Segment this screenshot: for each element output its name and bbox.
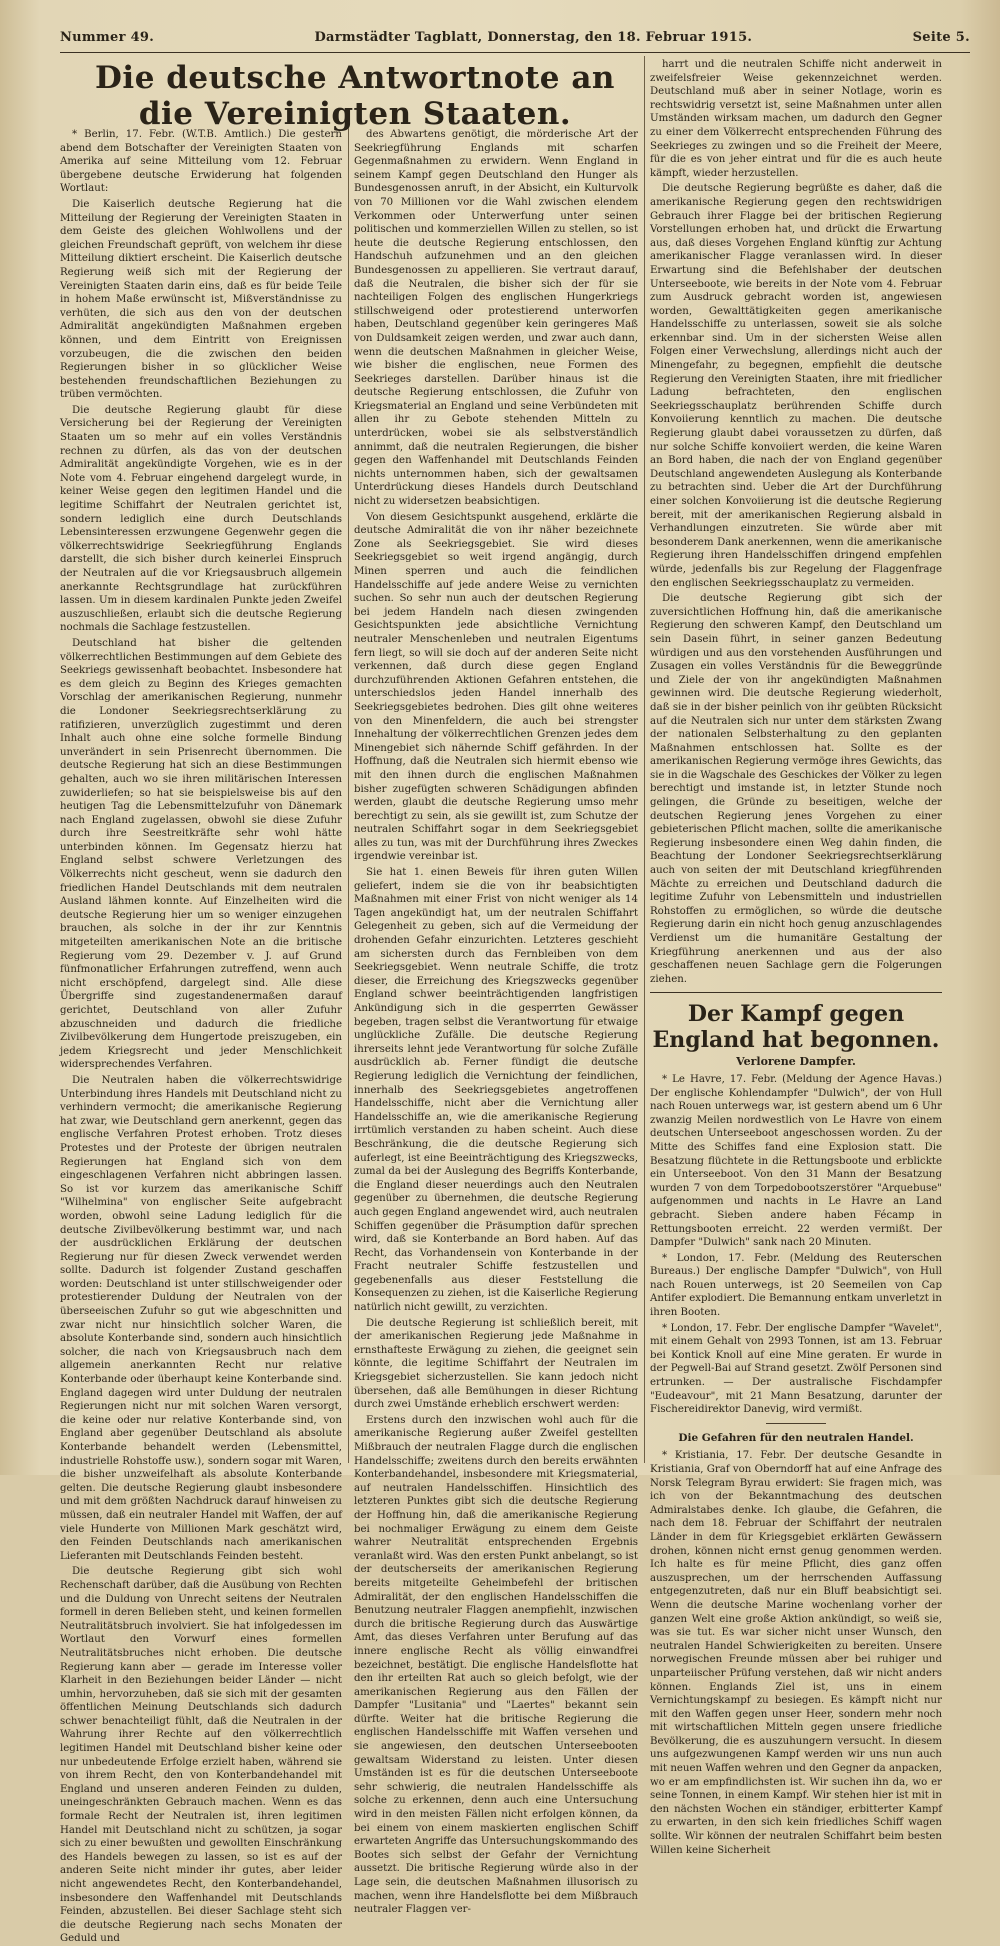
paragraph: Sie hat 1. einen Beweis für ihren guten Willen geliefert, indem sie die von ihr beabsichtigten Maßnahmen mit einer Frist von nicht weniger als 14 Tagen angekündigt hat, um der neutralen Schiffahrt Gelegenheit zu geben, sich auf die Vermeidung der drohenden Gefahr einzurichten. Letzteres geschieht am sichersten durch das Fernbleiben von dem Seekriegsgebiet. Wenn neutrale Schiffe, die trotz dieser, die Erreichung des Kriegszwecks gegenüber England schwer beeinträchtigenden langfristigen Ankündigung sich in die gesperrten Gewässer begeben, tragen selbst die Verantwortung für etwaige unglückliche Zufälle. Die deutsche Regierung ihrerseits lehnt jede Verantwortung für solche Zufälle ausdrücklich ab. Ferner fündigt die deutsche Regierung lediglich die Vernichtung der feindlichen, innerhalb des Seekriegsgebietes angetroffenen Handelsschiffe, nicht aber die Vernichtung aller Handelsschiffe an, wie die amerikanische Regierung irrtümlich verstanden zu haben scheint. Auch diese Beschränkung, die die deutsche Regierung sich auferlegt, ist eine Beeinträchtigung des Kriegszwecks, zumal da bei der Auslegung des Begriffs Konterbande, die England dieser neuerdings auch den Neutralen gegenüber zu übernehmen, die deutsche Regierung auch gegen England angewendet wird, auch neutralen Schiffen gegenüber die Präsumption dafür sprechen wird, daß sie Konterbande an Bord haben. Auf das Recht, das Vorhandensein von Konterbande in der Fracht neutraler Schiffe festzustellen und gegebenenfalls aus dieser Feststellung die Konsequenzen zu ziehen, ist die Kaiserliche Regierung natürlich nicht gewillt, zu verzichten.	[354, 867, 638, 1314]
article-column-1	[60, 128, 342, 1945]
short-rule	[766, 1423, 826, 1424]
paragraph: Erstens durch den inzwischen wohl auch für die amerikanische Regierung außer Zweifel gestellten Mißbrauch der neutralen Flagge durch die englischen Handelsschiffe; zweitens durch den bereits erwähnten Konterbandehandel, insbesondere mit Kriegsmaterial, auf neutralen Handelsschiffen. Hinsichtlich des letzteren Punktes gibt sich die deutsche Regierung der Hoffnung hin, daß die amerikanische Regierung bei nochmaliger Erwägung zu einem dem Geiste wahrer Neutralität entsprechenden Ergebnis veranlaßt wird. Was den ersten Punkt anbelangt, so ist der deutscherseits der amerikanischen Regierung bereits mitgeteilte Geheimbefehl der britischen Admiralität, der den englischen Handelsschiffen die Benutzung neutraler Flaggen anempfiehlt, inzwischen durch die britische Regierung durch das Auswärtige Amt, das dieses Verfahren unter Berufung auf das innere englische Recht als völlig einwandfrei bezeichnet, bestätigt. Die englische Handelsflotte hat den ihr erteilten Rat auch so gleich befolgt, wie der amerikanischen Regierung aus den Fällen der Dampfer "Lusitania" und "Laertes" bekannt sein dürfte. Weiter hat die britische Regierung die englischen Handelsschiffe mit Waffen versehen und sie angewiesen, den deutschen Unterseebooten gewaltsam Widerstand zu leisten. Unter diesen Umständen ist es für die deutschen Unterseeboote sehr schwierig, die neutralen Handelsschiffe als solche zu erkennen, denn auch eine Untersuchung wird in den meisten Fällen nicht erfolgen können, da bei einem von einem maskierten englischen Schiff erwarteten Angriffe das Untersuchungskommando des Bootes sich selbst der Gefahr der Vernichtung aussetzt. Die britische Regierung würde also in der Lage sein, die deutschen Maßnahmen illusorisch zu machen, wenn ihre Handelsflotte bei dem Mißbrauch neutraler Flaggen ver-	[354, 1414, 638, 1916]
section-rule	[650, 992, 942, 993]
article-headline: Die deutsche Antwortnote an die Vereinigten Staaten.	[95, 60, 615, 132]
paragraph: * London, 17. Febr. Der englische Dampfer "Wavelet", mit einem Gehalt von 2993 Tonnen, ist am 13. Februar bei Kontick Knoll auf eine Mine geraten. Er wurde in der Pegwell-Bai auf Strand gesetzt. Zwölf Personen sind ertrunken. — Der australische Fischdampfer "Eudeavour", mit 21 Mann Besatzung, darunter der Fischereidirektor Danevig, wird vermißt.	[650, 1322, 942, 1416]
masthead-line: Darmstädter Tagblatt, Donnerstag, den 18. Februar 1915.	[314, 30, 753, 45]
paragraph: Die deutsche Regierung begrüßte es daher, daß die amerikanische Regierung gegen den rechtswidrigen Gebrauch ihrer Flagge bei der britischen Regierung Vorstellungen erhoben hat, und drückt die Erwartung aus, daß dieses Vorgehen England künftig zur Achtung amerikanischer Flagge veranlassen wird. In dieser Erwartung sind die Befehlshaber der deutschen Unterseeboote, wie bereits in der Note vom 4. Februar zum Ausdruck gebracht worden ist, angewiesen worden, Gewalttätigkeiten gegen amerikanische Handelsschiffe zu unterlassen, soweit sie als solche erkennbar sind. Um in der sichersten Weise allen Folgen einer Verwechslung, allerdings nicht auch der Minengefahr, zu begegnen, empfiehlt die deutsche Regierung den Vereinigten Staaten, ihre mit friedlicher Ladung befrachteten, den englischen Seekriegsschauplatz berührenden Schiffe durch Konvoiierung kenntlich zu machen. Die deutsche Regierung glaubt dabei voraussetzen zu dürfen, daß nur solche Schiffe konvoiiert werden, die keine Waren an Bord haben, die nach der von England gegenüber Deutschland angewendeten Auslegung als Konterbande zu betrachten sind. Ueber die Art der Durchführung einer solchen Konvoiierung ist die deutsche Regierung bereit, mit der amerikanischen Regierung alsbald in Verhandlungen einzutreten. Sie würde aber mit besonderem Dank anerkennen, wenn die amerikanische Regierung ihren Handelsschiffen dringend empfehlen würde, jedenfalls bis zur Regelung der Flaggenfrage den englischen Seekriegsschauplatz zu vermeiden.	[650, 183, 942, 589]
article2-body	[650, 1073, 942, 1417]
paragraph: Die deutsche Regierung gibt sich der zuversichtlichen Hoffnung hin, daß die amerikanische Regierung den schweren Kampf, den Deutschland um sein Dasein führt, in seiner ganzen Bedeutung würdigen und aus den vorstehenden Ausführungen und Zusagen ein volles Verständnis für die Beweggründe und Ziele der von ihr angekündigten Maßnahmen gewinnen wird. Die deutsche Regierung wiederholt, daß sie in der bisher peinlich von ihr geübten Rücksicht auf die Neutralen sich nur unter dem stärksten Zwang der nationalen Selbsterhaltung zu den geplanten Maßnahmen entschlossen hat. Sollte es der amerikanischen Regierung vermöge ihres Gewichts, das sie in die Wagschale des Geschickes der Völker zu legen berechtigt und imstande ist, in letzter Stunde noch gelingen, die Gründe zu beseitigen, welche der deutschen Regierung jenes Vorgehen zu einer gebieterischen Pflicht machen, sollte die amerikanische Regierung insbesondere einen Weg dahin finden, die Beachtung der Londoner Seekriegsrechtserklärung auch von seiten der mit Deutschland kriegführenden Mächte zu erreichen und Deutschland dadurch die legitime Zufuhr von Lebensmitteln und industriellen Rohstoffen zu ermöglichen, so würde die deutsche Regierung darin ein nicht hoch genug anzuschlagendes Verdienst um die humanitäre Gestaltung der Kriegführung anerkennen und aus der also geschaffenen neuen Sachlage gern die Folgerungen ziehen.	[650, 593, 942, 985]
column-divider	[644, 56, 645, 1463]
article-column-3	[650, 58, 942, 1856]
article-column-2	[354, 128, 638, 1916]
paragraph: * Kristiania, 17. Febr. Der deutsche Gesandte in Kristiania, Graf von Oberndorff hat auf eine Anfrage des Norsk Telegram Byrau erwidert: Sie fragen mich, was ich von der Bekanntmachung des deutschen Admiralstabes denke. Ich glaube, die Gefahren, die nach dem 18. Februar der Schiffahrt der neutralen Länder in dem für Kriegsgebiet erklärten Gewässern drohen, können nicht ernst genug genommen werden. Ich halte es für meine Pflicht, dies ganz offen auszusprechen, um der herrschenden Auffassung entgegenzutreten, daß nur ein Bluff beabsichtigt sei. Wenn die deutsche Marine wochenlang vorher der ganzen Welt eine große Aktion ankündigt, so weiß sie, was sie tut. Es war sicher nicht unser Wunsch, den neutralen Handel Schwierigkeiten zu bereiten. Unsere norwegischen Freunde müssen aber bei ruhiger und unparteiischer Prüfung verstehen, daß wir nicht anders können. Englands Ziel ist, uns in einem Vernichtungskampf zu besiegen. Es kämpft nicht nur mit den Waffen gegen unser Heer, sondern mehr noch mit wirtschaftlichen Mitteln gegen unsere friedliche Bevölkerung, die es auszuhungern versucht. In diesem uns aufgezwungenen Kampf werden wir uns nun auch mit neuen Waffen wehren und den Gegner da anpacken, wo er am empfindlichsten ist. Wir suchen ihn da, wo er seine Tonnen, in einem Kampf. Wir stehen hier ist mit in den nächsten Wochen ein ständiger, erbitterter Kampf zu erwarten, in den sich kein friedliches Schiff wagen sollte. Wir können der neutralen Schiffahrt beim besten Willen keine Sicherheit	[650, 1450, 942, 1856]
article2-headline: Der Kampf gegen England hat begonnen.	[652, 1001, 940, 1054]
paragraph: Von diesem Gesichtspunkt ausgehend, erklärte die deutsche Admiralität die von ihr näher bezeichnete Zone als Seekriegsgebiet. Sie wird dieses Seekriegsgebiet so weit irgend angängig, durch Minen sperren und auch die feindlichen Handelsschiffe auf jede andere Weise zu vernichten suchen. So sehr nun auch der deutschen Regierung bei jedem Handeln nach diesen zwingenden Gesichtspunkten jede absichtliche Vernichtung neutraler Menschenleben und neutralen Eigentums fern liegt, so will sie doch auf der anderen Seite nicht verkennen, daß durch diese gegen England durchzuführenden Aktionen Gefahren entstehen, die unterschiedslos jeden Handel innerhalb des Seekriegsgebietes bedrohen. Dies gilt ohne weiteres von den Minenfeldern, die auch bei strengster Innehaltung der völkerrechtlichen Grenzen jedes dem Minengebiet sich nähernde Schiff gefährden. In der Hoffnung, daß die Neutralen sich hiermit ebenso wie mit den ihnen durch die englischen Maßnahmen bisher zugefügten schweren Schädigungen abfinden werden, glaubt die deutsche Regierung umso mehr berechtigt zu sein, als sie gewillt ist, zum Schutze der neutralen Schiffahrt sogar in dem Seekriegsgebiet alles zu tun, was mit der Durchführung ihres Zweckes irgendwie vereinbar ist.	[354, 511, 638, 863]
paragraph: * London, 17. Febr. (Meldung des Reuterschen Bureaus.) Der englische Dampfer "Dulwich", von Hull nach Rouen unterwegs, ist 20 Seemeilen von Cap Antifer explodiert. Die Bemannung entkam unverletzt in ihren Booten.	[650, 1252, 942, 1319]
paragraph: Die Neutralen haben die völkerrechtswidrige Unterbindung ihres Handels mit Deutschland nicht zu verhindern vermocht; die amerikanische Regierung hat zwar, wie Deutschland gern anerkennt, gegen das englische Verfahren Protest erhoben. Trotz dieses Protestes und der Proteste der übrigen neutralen Regierungen hat England sich von dem eingeschlagenen Verfahren nicht abbringen lassen. So ist vor kurzem das amerikanische Schiff "Wilhelmina" von englischer Seite aufgebracht worden, obwohl seine Ladung lediglich für die deutsche Zivilbevölkerung bestimmt war, und nach der ausdrücklichen Erklärung der deutschen Regierung nur für diesen Zweck verwendet werden sollte. Dadurch ist folgender Zustand geschaffen worden: Deutschland ist unter stillschweigender oder protestierender Duldung der Neutralen von der überseeischen Zufuhr so gut wie abgeschnitten und zwar nicht nur hinsichtlich solcher Waren, die absolute Konterbande sind, sondern auch hinsichtlich solcher, die nach von Kriegsausbruch nach dem allgemein anerkannten Recht nur relative Konterbande oder überhaupt keine Konterbande sind. England dagegen wird unter Duldung der neutralen Regierungen nicht nur mit solchen Waren versorgt, die keine oder nur relative Konterbande sind, von England aber gegenüber Deutschland als absolute Konterbande behandelt werden (Lebensmittel, industrielle Rohstoffe usw.), sondern sogar mit Waren, die bisher unzweifelhaft als absolute Konterbande gelten. Die deutsche Regierung glaubt insbesondere und mit dem größten Nachdruck darauf hinweisen zu müssen, daß ein neutraler Handel mit Waffen, der auf viele Hunderte von Millionen Mark geschätzt wird, den Feinden Deutschlands nach amerikanischen Lieferanten mit Deutschlands Feinden besteht.	[60, 1074, 342, 1562]
header-rule	[60, 52, 970, 53]
page-number: Seite 5.	[912, 30, 970, 45]
page-header	[60, 30, 970, 52]
article2-subhead-2: Die Gefahren für den neutralen Handel.	[678, 1431, 914, 1444]
column-divider	[348, 128, 349, 1463]
paragraph: Die deutsche Regierung glaubt für diese Versicherung bei der Regierung der Vereinigten Staaten um so mehr auf ein volles Verständnis rechnen zu dürfen, als das von der deutschen Admiralität angekündigte Vorgehen, wie es in der Note vom 4. Februar eingehend dargelegt wurde, in keiner Weise gegen den legitimen Handel und die legitime Schiffahrt der Neutralen gerichtet ist, sondern lediglich eine durch Deutschlands Lebensinteressen erzwungene Gegenwehr gegen die völkerrechtswidrige Seekriegführung Englands darstellt, die sich bisher durch keinerlei Einspruch der Neutralen auf die vor Kriegsausbruch allgemein anerkannte Rechtsgrundlage hat zurückführen lassen. Um in diesem kardinalen Punkte jeden Zweifel auszuschließen, erlaubt sich die deutsche Regierung nochmals die Sachlage festzustellen.	[60, 404, 342, 634]
paragraph: * Le Havre, 17. Febr. (Meldung der Agence Havas.) Der englische Kohlendampfer "Dulwich", der von Hull nach Rouen unterwegs war, ist gestern abend um 6 Uhr zwanzig Meilen nordwestlich von Le Havre von einem deutschen Unterseeboot angeschossen worden. Zu der Mitte des Schiffes fand eine Explosion statt. Die Besatzung flüchtete in die Rettungsboote und erblickte ein Unterseeboot. Von den 31 Mann der Besatzung wurden 7 von dem Torpedobootszerstörer "Arquebuse" aufgenommen und nachts in Le Havre an Land gebracht. Sieben andere haben Fécamp in Rettungsbooten erreicht. 22 werden vermißt. Der Dampfer "Dulwich" sank nach 20 Minuten.	[650, 1073, 942, 1249]
paragraph: Die deutsche Regierung gibt sich wohl Rechenschaft darüber, daß die Ausübung von Rechten und die Duldung von Unrecht seitens der Neutralen formell in deren Belieben steht, und keinen formellen Neutralitätsbruch involviert. Sie hat infolgedessen im Wortlaut den Vorwurf eines formellen Neutralitätsbruches nicht erhoben. Die deutsche Regierung kann aber — gerade im Interesse voller Klarheit in den Beziehungen beider Länder — nicht umhin, hervorzuheben, daß sie sich mit der gesamten öffentlichen Meinung Deutschlands sich dadurch schwer benachteiligt fühlt, daß die Neutralen in der Wahrung ihrer Rechte auf den völkerrechtlich legitimen Handel mit Deutschland bisher keine oder nur unbedeutende Erfolge erzielt haben, während sie von ihrem Recht, den von Konterbandehandel mit England und unseren anderen Feinden zu dulden, uneingeschränkten Gebrauch machen. Wenn es das formale Recht der Neutralen ist, ihren legitimen Handel mit Deutschland nicht zu schützen, ja sogar sich zu einer bewußten und gewollten Einschränkung des Handels bewegen zu lassen, so ist es auf der anderen Seite nicht minder ihr gutes, aber leider nicht angewendetes Recht, den Konterbandehandel, insbesondere den Waffenhandel mit Deutschlands Feinden, abzustellen. Bei dieser Sachlage steht sich die deutsche Regierung nach sechs Monaten der Geduld und	[60, 1566, 342, 1945]
paragraph: des Abwartens genötigt, die mörderische Art der Seekriegführung Englands mit scharfen Gegenmaßnahmen zu erwidern. Wenn England in seinem Kampf gegen Deutschland den Hunger als Bundesgenossen anruft, in der Absicht, ein Kulturvolk von 70 Millionen vor die Wahl zwischen elendem Verkommen oder Unterwerfung unter seinen politischen und kommerziellen Willen zu stellen, so ist heute die deutsche Regierung entschlossen, den Handschuh aufzunehmen und an den gleichen Bundesgenossen zu appellieren. Sie vertraut darauf, daß die Neutralen, die bisher sich der für sie nachteiligen Folgen des englischen Hungerkriegs stillschweigend oder protestierend unterworfen haben, Deutschland gegenüber kein geringeres Maß von Duldsamkeit zeigen werden, und zwar auch dann, wenn die deutschen Maßnahmen in gleicher Weise, wie bisher die englischen, neue Formen des Seekrieges darstellen. Darüber hinaus ist die deutsche Regierung entschlossen, die Zufuhr von Kriegsmaterial an England und seine Verbündeten mit allen ihr zu Gebote stehenden Mitteln zu unterdrücken, wobei sie als selbstverständlich annimmt, daß die neutralen Regierungen, die bisher gegen den Waffenhandel mit Deutschlands Feinden nichts unternommen haben, sich der gewaltsamen Unterdrückung dieses Handels durch Deutschland nicht zu widersetzen beabsichtigen.	[354, 129, 638, 508]
article2-body-2	[650, 1449, 942, 1857]
article2-subhead: Verlorene Dampfer.	[736, 1055, 856, 1069]
paragraph: * Berlin, 17. Febr. (W.T.B. Amtlich.) Die gestern abend dem Botschafter der Vereinigten Staaten von Amerika auf seine Mitteilung vom 12. Februar übergebene deutsche Erwiderung hat folgenden Wortlaut:	[60, 129, 342, 195]
paragraph: harrt und die neutralen Schiffe nicht anderweit in zweifelsfreier Weise gekennzeichnet werden. Deutschland muß aber in seiner Notlage, worin es rechtswidrig versetzt ist, seine Maßnahmen unter allen Umständen wirksam machen, um dadurch den Gegner zu einer dem Völkerrecht entsprechenden Führung des Seekrieges zu zwingen und so die Freiheit der Meere, für die es von jeher eintrat und für die es auch heute kämpft, wieder herzustellen.	[650, 59, 942, 179]
paragraph: Die Kaiserlich deutsche Regierung hat die Mitteilung der Regierung der Vereinigten Staaten in dem Geiste des gleichen Wohlwollens und der gleichen Freundschaft geprüft, von welchem ihr diese Mitteilung diktiert erscheint. Die Kaiserlich deutsche Regierung weiß sich mit der Regierung der Vereinigten Staaten darin eins, daß es für beide Teile in hohem Maße erwünscht ist, Mißverständnisse zu verhüten, die sich aus den von der deutschen Admiralität angekündigten Maßnahmen ergeben können, und dem Eintritt von Ereignissen vorzubeugen, die die zwischen den beiden Regierungen bisher in so glücklicher Weise bestehenden freundschaftlichen Beziehungen zu trüben vermöchten.	[60, 198, 342, 401]
paragraph: Die deutsche Regierung ist schließlich bereit, mit der amerikanischen Regierung jede Maßnahme in ernsthafteste Erwägung zu ziehen, die geeignet sein könnte, die legitime Schiffahrt der Neutralen im Kriegsgebiet sicherzustellen. Sie kann jedoch nicht übersehen, daß alle Bemühungen in dieser Richtung durch zwei Umstände erheblich erschwert werden:	[354, 1317, 638, 1411]
issue-number: Nummer 49.	[60, 30, 155, 45]
paragraph: Deutschland hat bisher die geltenden völkerrechtlichen Bestimmungen auf dem Gebiete des Seekriegs gewissenhaft beobachtet. Insbesondere hat es dem gleich zu Beginn des Krieges gemachten Vorschlag der amerikanischen Regierung, nunmehr die Londoner Seekriegsrechtserklärung zu ratifizieren, unverzüglich zugestimmt und deren Inhalt auch ohne eine solche formelle Bindung unverändert in sein Prisenrecht übernommen. Die deutsche Regierung hat sich an diese Bestimmungen gehalten, auch wo sie ihren militärischen Interessen zuwiderliefen; so hat sie beispielsweise bis auf den heutigen Tag die Lebensmittelzufuhr von Dänemark nach England zugelassen, obwohl sie diese Zufuhr durch ihre Seestreitkräfte sehr wohl hätte unterbinden können. Im Gegensatz hierzu hat England selbst schwere Verletzungen des Völkerrechts nicht gescheut, wenn sie dadurch den friedlichen Handel Deutschlands mit dem neutralen Ausland lähmen konnte. Auf Einzelheiten wird die deutsche Regierung hier um so weniger einzugehen brauchen, als solche in der ihr zur Kenntnis mitgeteilten amerikanischen Note an die britische Regierung vom 29. Dezember v. J. auf Grund fünfmonatlicher Erfahrungen zutreffend, wenn auch nicht erschöpfend, dargelegt sind. Alle diese Übergriffe sind zugestandenermaßen darauf gerichtet, Deutschland von aller Zufuhr abzuschneiden und dadurch die friedliche Zivilbevölkerung dem Hungertode preiszugeben, ein jedem Kriegsrecht und jeder Menschlichkeit widersprechendes Verfahren.	[60, 637, 342, 1071]
article1-continuation	[650, 58, 942, 986]
